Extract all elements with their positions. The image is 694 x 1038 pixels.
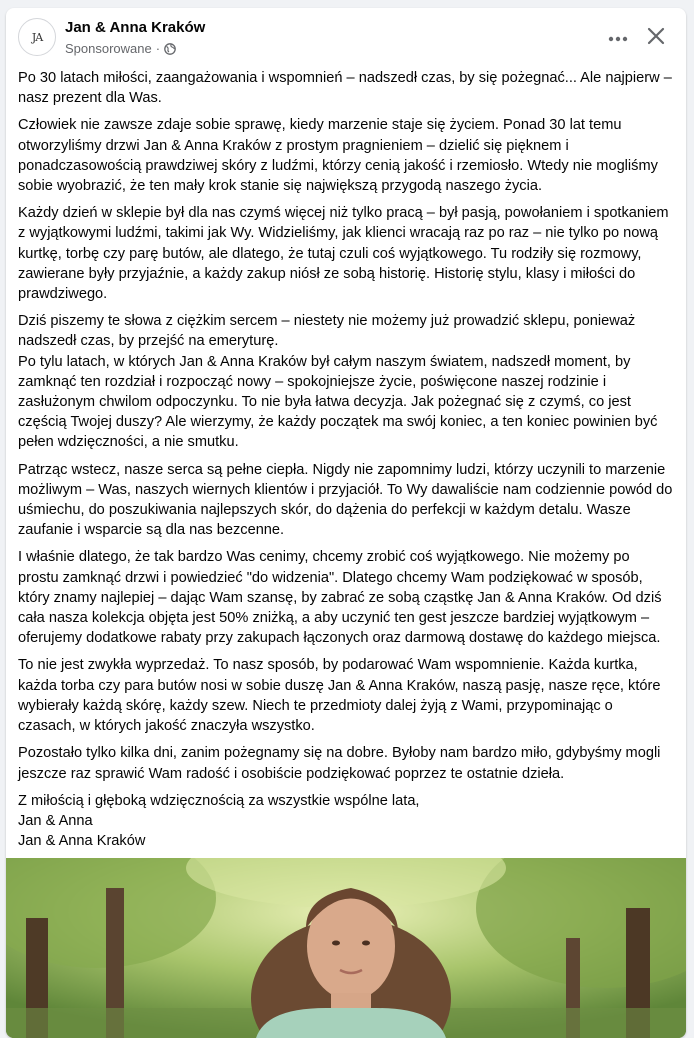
meta-separator: · (155, 41, 161, 56)
more-options-button[interactable] (602, 22, 634, 54)
post-paragraph: Człowiek nie zawsze zdaje sobie sprawę, kiedy marzenie staje się życiem. Ponad 30 lat temu otworzyliśmy drzwi Jan & Anna Kraków z prostym pragnieniem – dzielić się pięknem i ponadczasowością prawdziwej skóry z ludźmi, którzy cenią jakość i rzemiosło. Wtedy nie mogliśmy sobie wyobrazić, że ten mały krok stanie się największą przygodą naszego życia. (18, 117, 658, 195)
post-paragraph: Patrząc wstecz, nasze serca są pełne ciepła. Nigdy nie zapomnimy ludzi, którzy uczynili to marzenie możliwym – Was, naszych wiernych klientów i przyjaciół. To Wy dawaliście nam codziennie powód do uśmiechu, do poszukiwania najlepszych skór, do dążenia do perfekcji w każdym detalu. Wasze zaufanie i wsparcie są dla nas bezcenne. (18, 461, 673, 539)
sponsored-label[interactable]: Sponsorowane (65, 41, 152, 56)
close-icon (647, 27, 665, 50)
signature (18, 791, 674, 852)
signature-line: Jan & Anna (18, 812, 93, 829)
signature-line: Jan & Anna Kraków (18, 833, 146, 850)
post-photo-illustration (6, 858, 686, 1038)
post-paragraph: I właśnie dlatego, że tak bardzo Was cenimy, chcemy zrobić coś wyjątkowego. Nie możemy po prostu zamknąć drzwi i powiedzieć "do widzenia". Dlatego chcemy Wam podziękować w sposób, który znamy najlepiej – dając Wam szansę, by zabrać ze sobą cząstkę Jan & Anna Kraków. Od dziś cała nasza kolekcja objęta jest 50% zniżką, a aby uczynić ten gest jeszcze bardziej wyjątkowym – oferujemy dodatkowe rabaty przy zakupach łączonych oraz darmową dostawę do każdego miejsca. (18, 549, 662, 647)
page-name[interactable]: Jan & Anna Kraków (65, 19, 206, 36)
post-meta (65, 41, 176, 56)
post-paragraph: Pozostało tylko kilka dni, zanim pożegnamy się na dobre. Byłoby nam bardzo miło, gdybyśmy mogli jeszcze raz sprawić Wam radość i osobiście podziękować poprzez te ostatnie dzieła. (18, 745, 661, 782)
post-header (6, 8, 686, 68)
post-paragraph: Dziś piszemy te słowa z ciężkim sercem – niestety nie możemy już prowadzić sklepu, ponieważ nadszedł czas, by przejść na emeryturę. (18, 313, 636, 350)
post-body (6, 68, 686, 851)
avatar-logo: JA (31, 30, 43, 44)
post-paragraph: Po 30 latach miłości, zaangażowania i wspomnień – nadszedł czas, by się pożegnać... Ale najpierw – nasz prezent dla Was. (18, 70, 672, 107)
signature-line: Z miłością i głęboką wdzięcznością za wszystkie wspólne lata, (18, 792, 420, 809)
post-card (6, 8, 686, 1038)
more-horizontal-icon (608, 29, 628, 47)
globe-icon[interactable] (164, 43, 176, 55)
post-paragraph: Po tylu latach, w których Jan & Anna Kraków był całym naszym światem, nadszedł moment, by zamknąć ten rozdział i rozpocząć nowy – spokojniejsze życie, poświęcone naszej rodzinie i zasłużonym chwilom odpoczynku. To nie była łatwa decyzja. Jak pożegnać się z czymś, co jest częścią Twojej duszy? Ale wierzymy, że każdy początek ma swój koniec, a ten koniec powinien być pełen wdzięczności, a nie smutku. (18, 353, 658, 451)
post-image[interactable] (6, 858, 686, 1038)
page-avatar[interactable] (18, 18, 56, 56)
post-paragraph: To nie jest zwykła wyprzedaż. To nasz sposób, by podarować Wam wspomnienie. Każda kurtka, każda torba czy para butów nosi w sobie duszę Jan & Anna Kraków, naszą pasję, nasze ręce, które wybierały każdą skórę, każdy szew. Niech te przedmioty dalej żyją z Wami, przypominając o czasach, w których jakość znaczyła wszystko. (18, 657, 661, 735)
close-button[interactable] (640, 22, 672, 54)
post-paragraph: Każdy dzień w sklepie był dla nas czymś więcej niż tylko pracą – był pasją, powołaniem i spotkaniem z wyjątkowymi ludźmi, takimi jak Wy. Widzieliśmy, jak klienci wracają raz po raz – nie tylko po nową kurtkę, torbę czy parę butów, ale dlatego, że tutaj czuli coś wyjątkowego. Tu rodziły się rozmowy, zawierane były przyjaźnie, a każdy zakup niósł ze sobą historię. Historię stylu, klasy i miłości do prawdziwego. (18, 205, 669, 303)
